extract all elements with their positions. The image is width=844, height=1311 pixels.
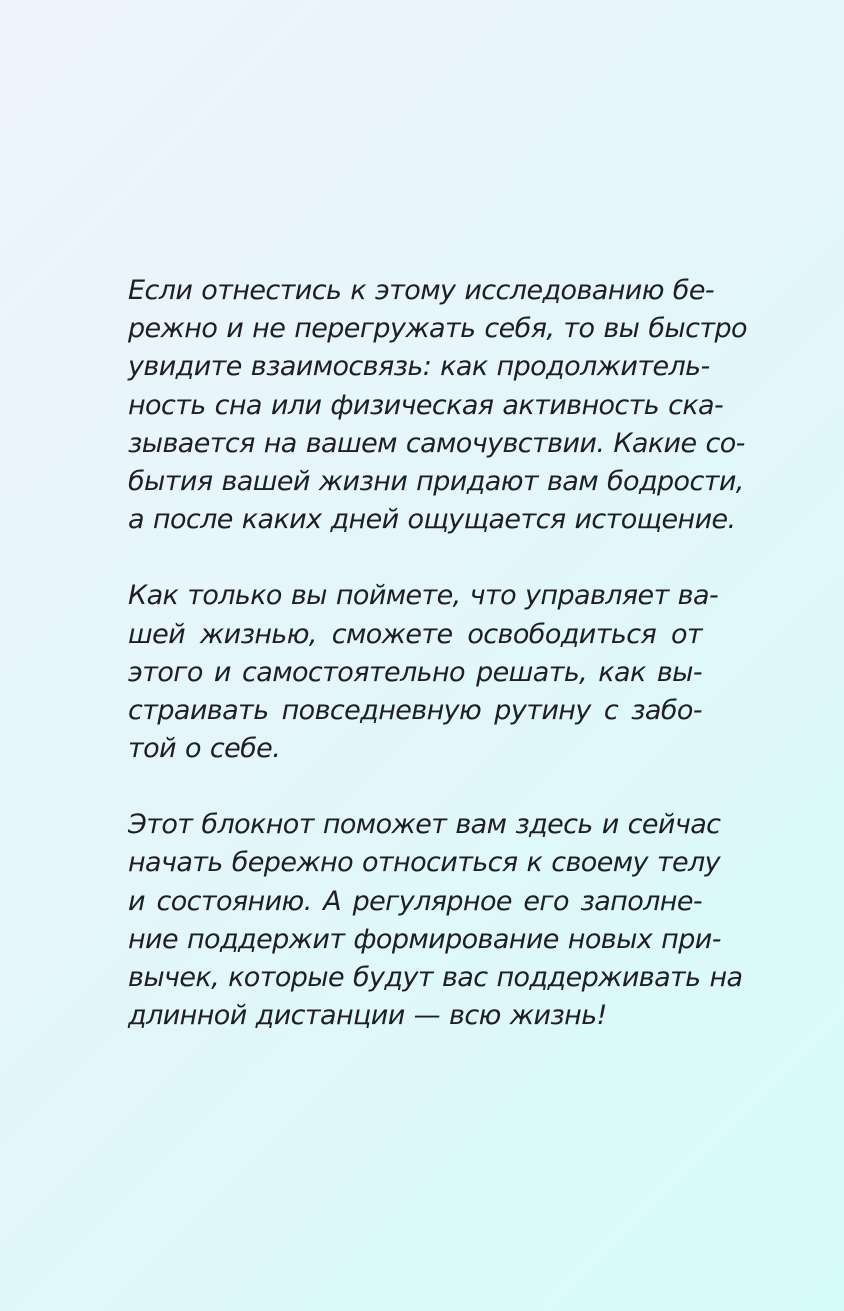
paragraph-3 — [128, 806, 743, 1035]
text-line: вычек, которые будут вас поддерживать на — [128, 962, 743, 993]
text-line: а после каких дней ощущается истощение. — [128, 504, 736, 536]
text-line: Как только вы поймете, что управляет ва- — [128, 580, 719, 612]
text-line: той о себе. — [128, 733, 281, 765]
body-text — [128, 272, 747, 1035]
text-line: страивать повседневную рутину с забо- — [128, 694, 702, 726]
text-line: шей жизнью, сможете освободиться от — [128, 618, 702, 650]
text-line: режно и не перегружать себя, то вы быстро — [128, 313, 747, 345]
paragraph-1 — [128, 272, 747, 539]
text-line: ние поддержит формирование новых при- — [128, 923, 721, 955]
text-line: увидите взаимосвязь: как продолжитель- — [128, 351, 710, 383]
text-line: и состоянию. А регулярное его заполне- — [128, 885, 702, 917]
text-line: бытия вашей жизни придают вам бодрости, — [128, 465, 744, 497]
text-line: ность сна или физическая активность ска- — [128, 389, 724, 421]
text-line: этого и самостоятельно решать, как вы- — [128, 656, 702, 688]
text-line: зывается на вашем самочувствии. Какие со- — [128, 427, 745, 459]
text-line: Этот блокнот поможет вам здесь и сейчас — [128, 809, 721, 841]
text-line: Если отнестись к этому исследованию бе- — [128, 275, 715, 306]
text-line: длинной дистанции — всю жизнь! — [128, 1000, 607, 1032]
text-line: начать бережно относиться к своему телу — [128, 847, 721, 879]
paragraph-2 — [128, 577, 719, 768]
